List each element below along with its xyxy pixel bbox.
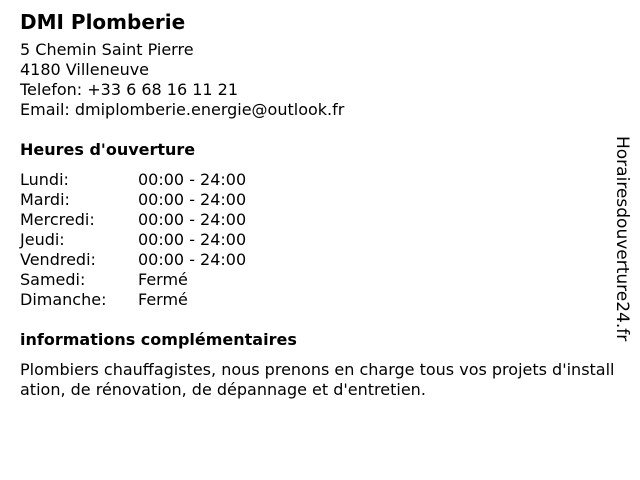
address-street: 5 Chemin Saint Pierre <box>20 40 194 59</box>
business-name: DMI Plomberie <box>20 10 186 34</box>
day-label: Samedi: <box>20 270 86 289</box>
hours-row-wednesday <box>20 210 610 230</box>
hours-heading: Heures d'ouverture <box>20 140 196 159</box>
site-watermark: Horairesdouverture24.fr <box>612 136 632 342</box>
day-hours: 00:00 - 24:00 <box>138 210 247 229</box>
hours-row-tuesday <box>20 190 610 210</box>
day-hours: 00:00 - 24:00 <box>138 190 247 209</box>
phone-number: Telefon: +33 6 68 16 11 21 <box>20 80 239 99</box>
day-label: Dimanche: <box>20 290 107 309</box>
email-address: Email: dmiplomberie.energie@outlook.fr <box>20 100 345 119</box>
info-heading: informations complémentaires <box>20 330 297 349</box>
day-label: Lundi: <box>20 170 69 189</box>
hours-table <box>20 170 610 310</box>
day-hours: Fermé <box>138 290 188 309</box>
day-label: Vendredi: <box>20 250 96 269</box>
business-card <box>20 10 615 400</box>
day-hours: 00:00 - 24:00 <box>138 170 247 189</box>
hours-row-monday <box>20 170 610 190</box>
day-hours: 00:00 - 24:00 <box>138 230 247 249</box>
hours-row-sunday <box>20 290 610 310</box>
day-label: Jeudi: <box>20 230 65 249</box>
hours-row-thursday <box>20 230 610 250</box>
day-label: Mardi: <box>20 190 70 209</box>
info-description: Plombiers chauffagistes, nous prenons en charge tous vos projets d'installation, de rénovation, de dépannage et d'entretien. <box>20 360 615 399</box>
hours-row-friday <box>20 250 610 270</box>
day-hours: Fermé <box>138 270 188 289</box>
address-city: 4180 Villeneuve <box>20 60 150 79</box>
day-hours: 00:00 - 24:00 <box>138 250 247 269</box>
hours-row-saturday <box>20 270 610 290</box>
day-label: Mercredi: <box>20 210 95 229</box>
